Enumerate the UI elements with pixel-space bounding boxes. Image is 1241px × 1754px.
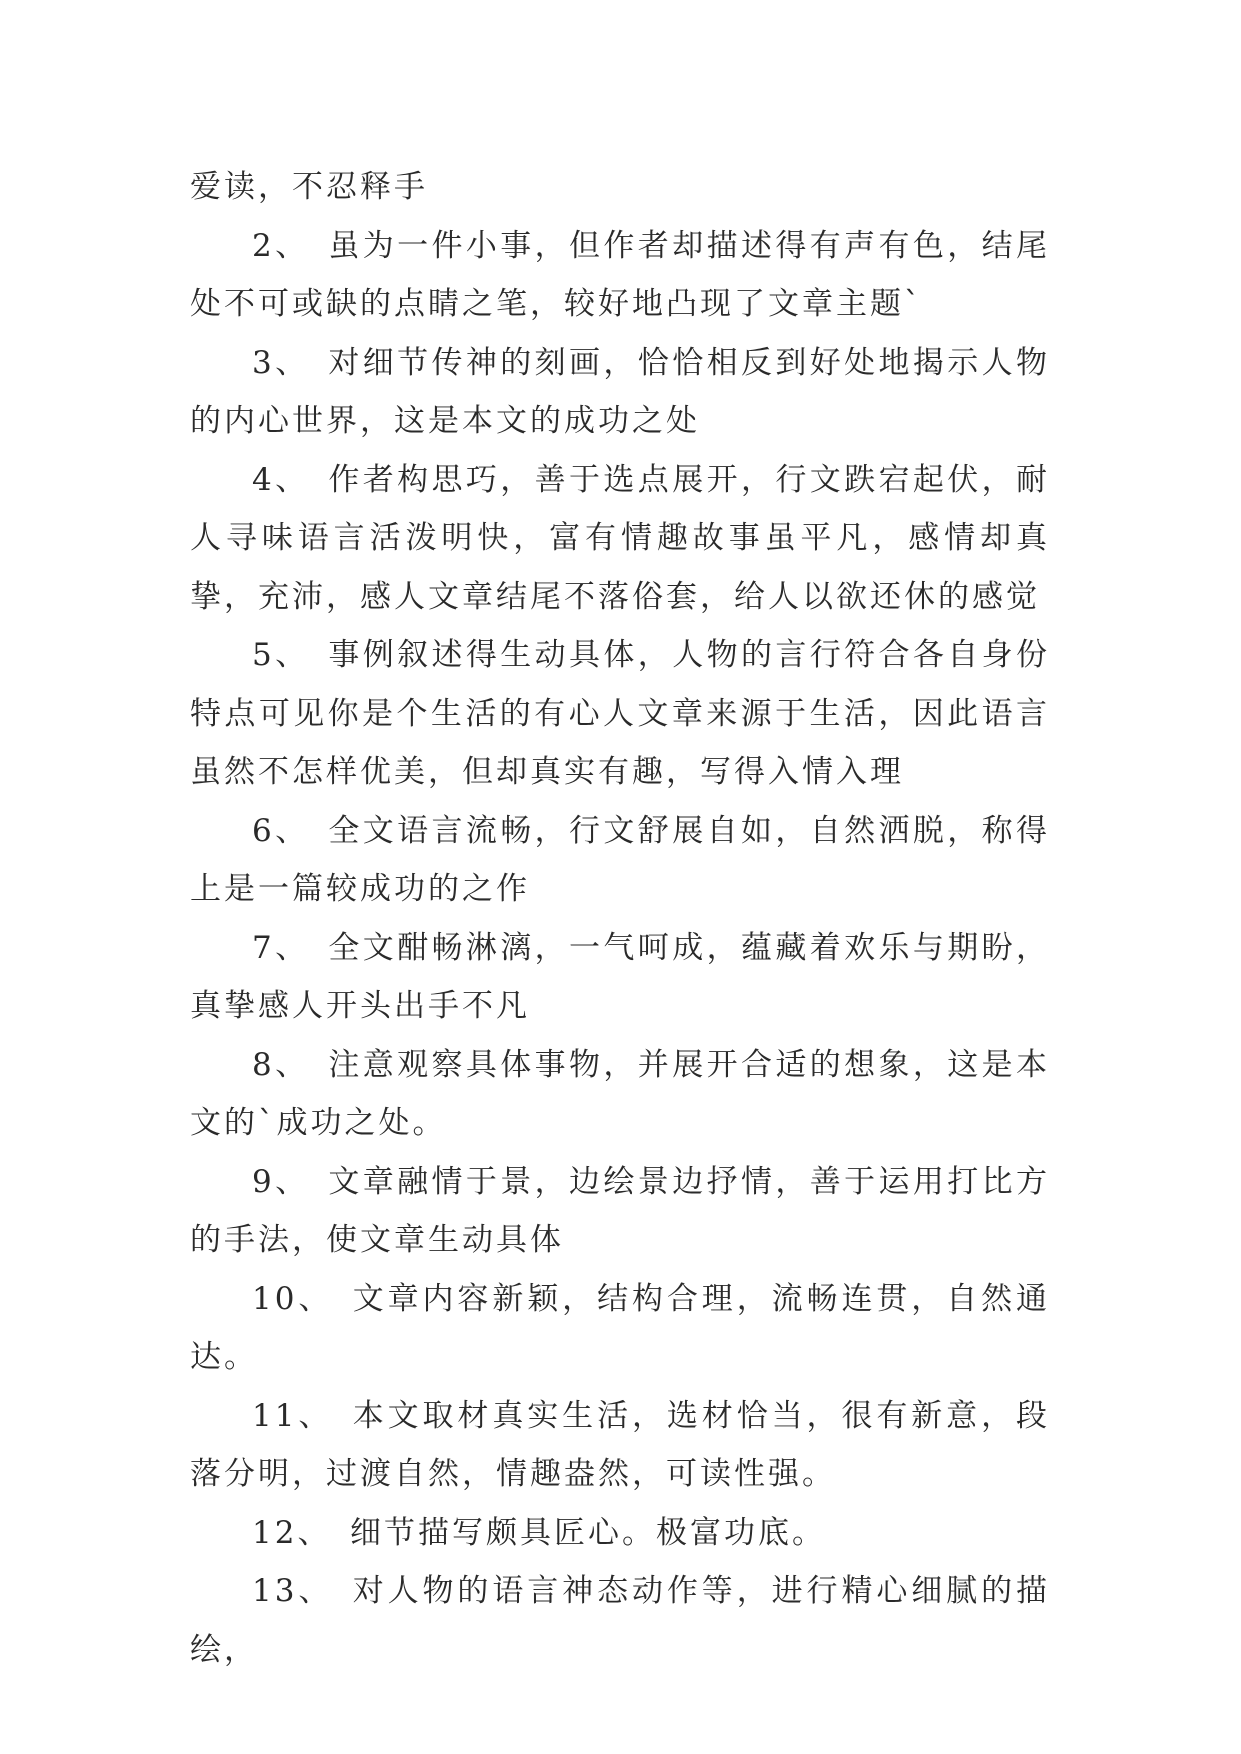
paragraph-text: 作者构思巧，善于选点展开，行文跌宕起伏，耐人寻味语言活泼明快，富有情趣故事虽平凡，感情却真挚，充沛，感人文章结尾不落俗套，给人以欲还休的感觉 bbox=[190, 461, 1051, 615]
paragraph-text: 对细节传神的刻画，恰恰相反到好处地揭示人物的内心世界，这是本文的成功之处 bbox=[190, 344, 1051, 439]
paragraph-text: 全文语言流畅，行文舒展自如，自然洒脱，称得上是一篇较成功的之作 bbox=[190, 812, 1051, 907]
list-item bbox=[190, 1562, 1050, 1679]
paragraph-text: 注意观察具体事物，并展开合适的想象，这是本文的`成功之处。 bbox=[190, 1046, 1051, 1141]
paragraph-text: 文章融情于景，边绘景边抒情，善于运用打比方的手法，使文章生动具体 bbox=[190, 1163, 1051, 1258]
item-number: 8、 bbox=[252, 1046, 310, 1083]
item-number: 9、 bbox=[252, 1163, 310, 1200]
list-item bbox=[190, 1036, 1050, 1153]
list-item bbox=[190, 626, 1050, 802]
paragraph-text: 对人物的语言神态动作等，进行精心细腻的描绘， bbox=[190, 1573, 1051, 1668]
paragraph-text: 事例叙述得生动具体，人物的言行符合各自身份特点可见你是个生活的有心人文章来源于生活，因此语言虽然不怎样优美，但却真实有趣，写得入情入理 bbox=[190, 637, 1051, 790]
item-number: 4、 bbox=[252, 461, 310, 498]
list-item bbox=[190, 334, 1050, 451]
item-number: 3、 bbox=[252, 344, 310, 381]
paragraph-text: 文章内容新颖，结构合理，流畅连贯，自然通达。 bbox=[190, 1280, 1051, 1375]
paragraph-text: 细节描写颇具匠心。极富功底。 bbox=[349, 1514, 826, 1551]
paragraph-continuation bbox=[190, 158, 1050, 217]
item-number: 11、 bbox=[252, 1397, 334, 1434]
list-item bbox=[190, 217, 1050, 334]
paragraph-text: 虽为一件小事，但作者却描述得有声有色，结尾处不可或缺的点睛之笔，较好地凸现了文章主题` bbox=[190, 227, 1051, 322]
list-item bbox=[190, 1504, 1050, 1563]
item-number: 10、 bbox=[252, 1280, 334, 1317]
paragraph-text: 本文取材真实生活，选材恰当，很有新意，段落分明，过渡自然，情趣盎然，可读性强。 bbox=[190, 1397, 1051, 1492]
item-number: 12、 bbox=[252, 1514, 332, 1551]
list-item bbox=[190, 919, 1050, 1036]
item-number: 7、 bbox=[252, 929, 310, 966]
paragraph-text: 全文酣畅淋漓，一气呵成，蕴藏着欢乐与期盼，真挚感人开头出手不凡 bbox=[190, 929, 1051, 1024]
document-body bbox=[190, 158, 1050, 1679]
list-item bbox=[190, 1270, 1050, 1387]
item-number: 6、 bbox=[252, 812, 310, 849]
item-number: 13、 bbox=[252, 1573, 334, 1609]
list-item bbox=[190, 1387, 1050, 1504]
item-number: 5、 bbox=[252, 637, 310, 673]
paragraph-text: 爱读，不忍释手 bbox=[190, 169, 428, 205]
list-item bbox=[190, 451, 1050, 627]
list-item bbox=[190, 802, 1050, 919]
list-item bbox=[190, 1153, 1050, 1270]
item-number: 2、 bbox=[252, 227, 310, 264]
